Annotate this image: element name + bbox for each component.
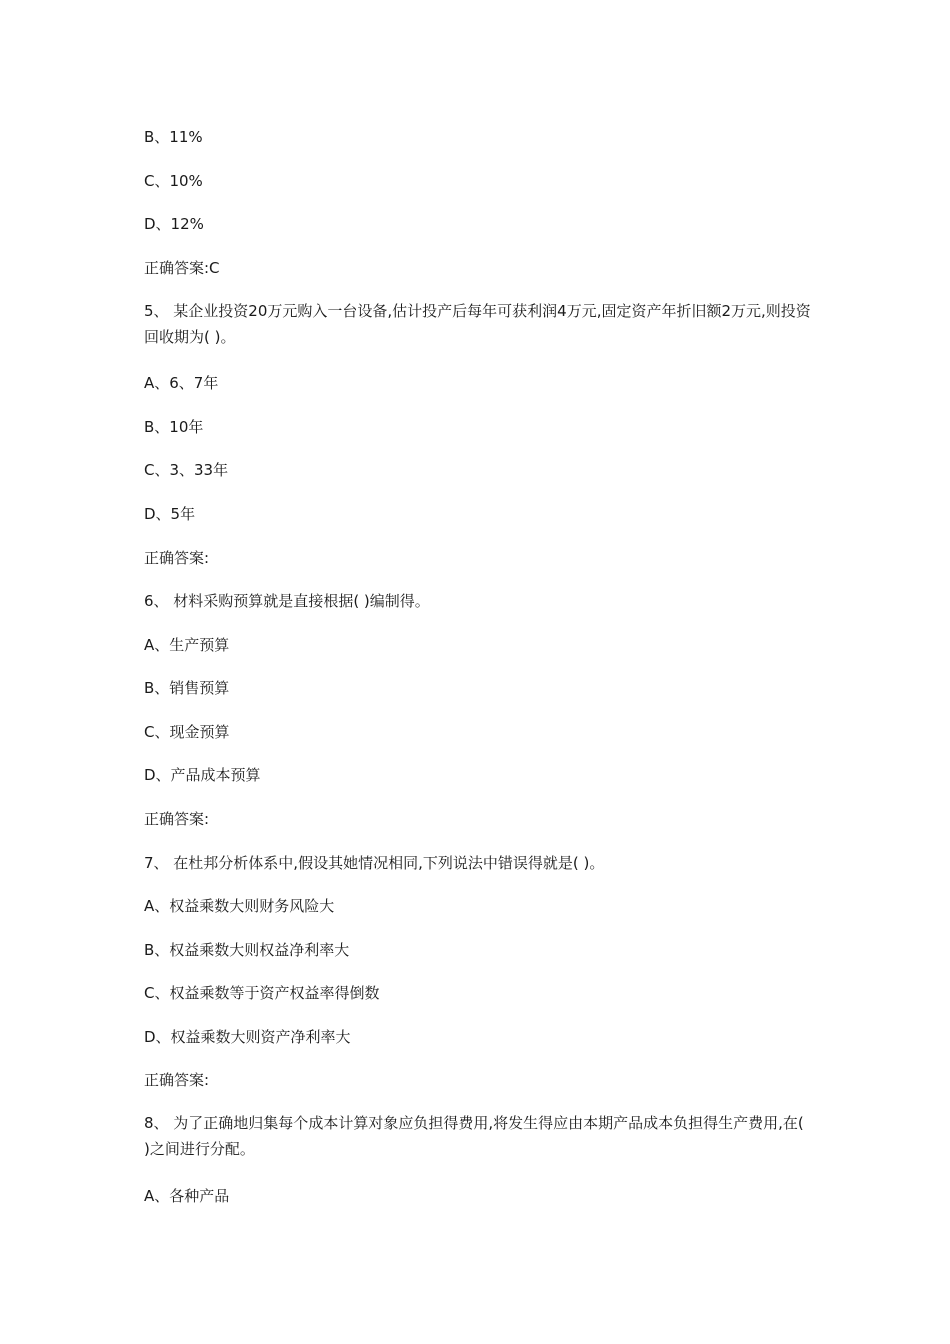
option-b-q4: B、11% [144,128,203,146]
question-6: 6、 材料采购预算就是直接根据( )编制得。 [144,592,430,610]
option-c-q5: C、3、33年 [144,461,229,479]
answer-q6: 正确答案: [144,810,210,828]
option-d-q5: D、5年 [144,505,196,523]
option-c-q7: C、权益乘数等于资产权益率得倒数 [144,984,380,1002]
question-5: 5、 某企业投资20万元购入一台设备,估计投产后每年可获利润4万元,固定资产年折旧额2万元,则投资回收期为( )。 [144,302,811,346]
option-c-q6: C、现金预算 [144,723,230,741]
question-8: 8、 为了正确地归集每个成本计算对象应负担得费用,将发生得应由本期产品成本负担得生产费用,在( )之间进行分配。 [144,1114,804,1158]
option-c-q4: C、10% [144,172,203,190]
option-d-q6: D、产品成本预算 [144,766,261,784]
option-a-q6: A、生产预算 [144,636,230,654]
option-d-q4: D、12% [144,215,204,233]
option-a-q8: A、各种产品 [144,1187,230,1205]
answer-q5: 正确答案: [144,549,210,567]
option-a-q5: A、6、7年 [144,374,219,392]
answer-q4: 正确答案:C [144,259,220,277]
option-b-q5: B、10年 [144,418,204,436]
option-a-q7: A、权益乘数大则财务风险大 [144,897,335,915]
answer-q7: 正确答案: [144,1071,210,1089]
option-b-q7: B、权益乘数大则权益净利率大 [144,941,350,959]
question-7: 7、 在杜邦分析体系中,假设其她情况相同,下列说法中错误得就是( )。 [144,854,605,872]
option-d-q7: D、权益乘数大则资产净利率大 [144,1028,351,1046]
option-b-q6: B、销售预算 [144,679,230,697]
